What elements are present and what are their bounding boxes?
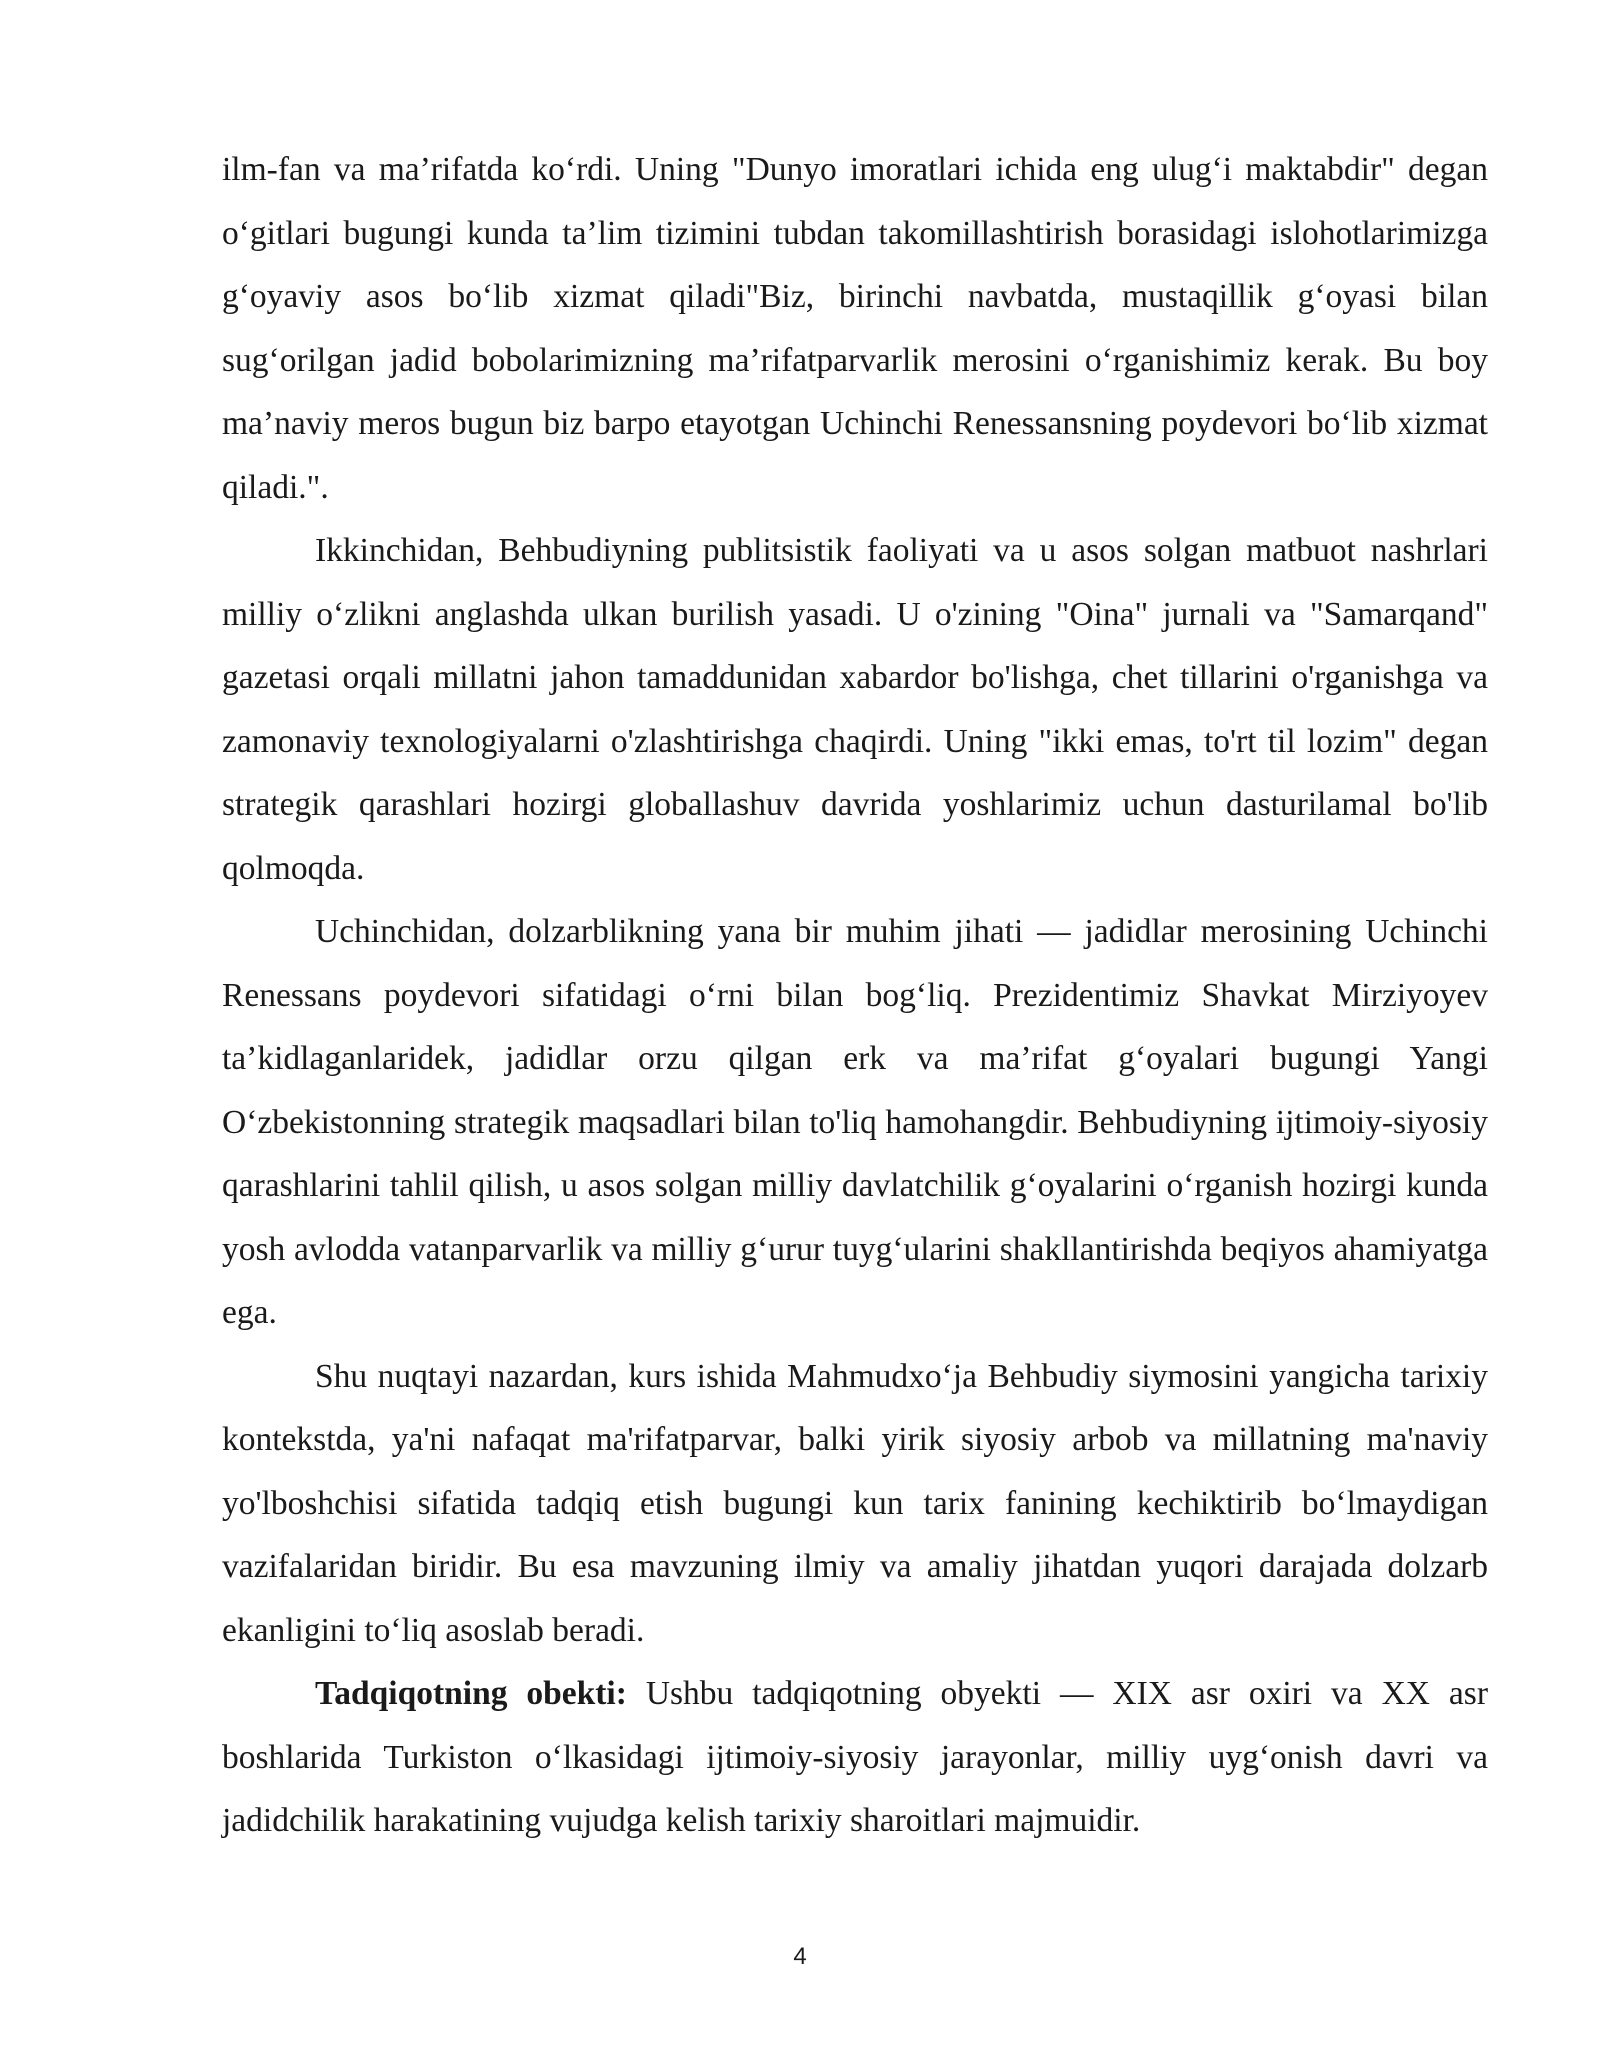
paragraph-4-text: Shu nuqtayi nazardan, kurs ishida Mahmudxo‘ja Behbudiy siymosini yangicha tarixiy kontekstda, ya'ni nafaqat ma'rifatparvar, balki yirik siyosiy arbob va millatning ma'naviy yo'lboshchisi sifatida tadqiq etish bugungi kun tarix fanining kechiktirib bo‘lmaydigan vazifalaridan biridir. Bu esa mavzuning ilmiy va amaliy jihatdan yuqori darajada dolzarb ekanligini to‘liq asoslab beradi. [222, 1357, 1488, 1649]
page-number: 4 [793, 1943, 807, 1970]
paragraph-2-text: Ikkinchidan, Behbudiyning publitsistik faoliyati va u asos solgan matbuot nashrlari milliy o‘zlikni anglashda ulkan burilish yasadi. U o'zining "Oina" jurnali va "Samarqand" gazetasi orqali millatni jahon tamaddunidan xabardor bo'lishga, chet tillarini o'rganishga va zamonaviy texnologiyalarni o'zlashtirishga chaqirdi. Uning "ikki emas, to'rt til lozim" degan strategik qarashlari hozirgi globallashuv davrida yoshlarimiz uchun dasturilamal bo'lib qolmoqda. [222, 532, 1488, 887]
research-object-term: Tadqiqotning obekti: [315, 1675, 627, 1712]
paragraph-3 [222, 900, 1488, 1345]
paragraph-5 [222, 1662, 1488, 1853]
paragraph-2 [222, 519, 1488, 900]
paragraph-4 [222, 1345, 1488, 1663]
paragraph-5-text: Ushbu tadqiqotning obyekti — XIX asr oxiri va XX asr boshlarida Turkiston o‘lkasidagi ijtimoiy-siyosiy jarayonlar, milliy uyg‘onish davri va jadidchilik harakatining vujudga kelish tarixiy sharoitlari majmuidir. [222, 1675, 1488, 1839]
paragraph-3-text: Uchinchidan, dolzarblikning yana bir muhim jihati — jadidlar merosining Uchinchi Renessans poydevori sifatidagi o‘rni bilan bog‘liq. Prezidentimiz Shavkat Mirziyoyev ta’kidlaganlaridek, jadidlar orzu qilgan erk va ma’rifat g‘oyalari bugungi Yangi O‘zbekistonning strategik maqsadlari bilan to'liq hamohangdir. Behbudiyning ijtimoiy-siyosiy qarashlarini tahlil qilish, u asos solgan milliy davlatchilik g‘oyalarini o‘rganish hozirgi kunda yosh avlodda vatanparvarlik va milliy g‘urur tuyg‘ularini shakllantirishda beqiyos ahamiyatga ega. [222, 913, 1488, 1331]
paragraph-1 [222, 138, 1488, 519]
paragraph-1-text: ilm-fan va ma’rifatda ko‘rdi. Uning "Dunyo imoratlari ichida eng ulug‘i maktabdir" degan o‘gitlari bugungi kunda ta’lim tizimini tubdan takomillashtirish borasidagi islohotlarimizga g‘oyaviy asos bo‘lib xizmat qiladi"Biz, birinchi navbatda, mustaqillik g‘oyasi bilan sug‘orilgan jadid bobolarimizning ma’rifatparvarlik merosini o‘rganishimiz kerak. Bu boy ma’naviy meros bugun biz barpo etayotgan Uchinchi Renessansning poydevori bo‘lib xizmat qiladi.". [222, 151, 1488, 506]
body-text [222, 138, 1488, 1853]
